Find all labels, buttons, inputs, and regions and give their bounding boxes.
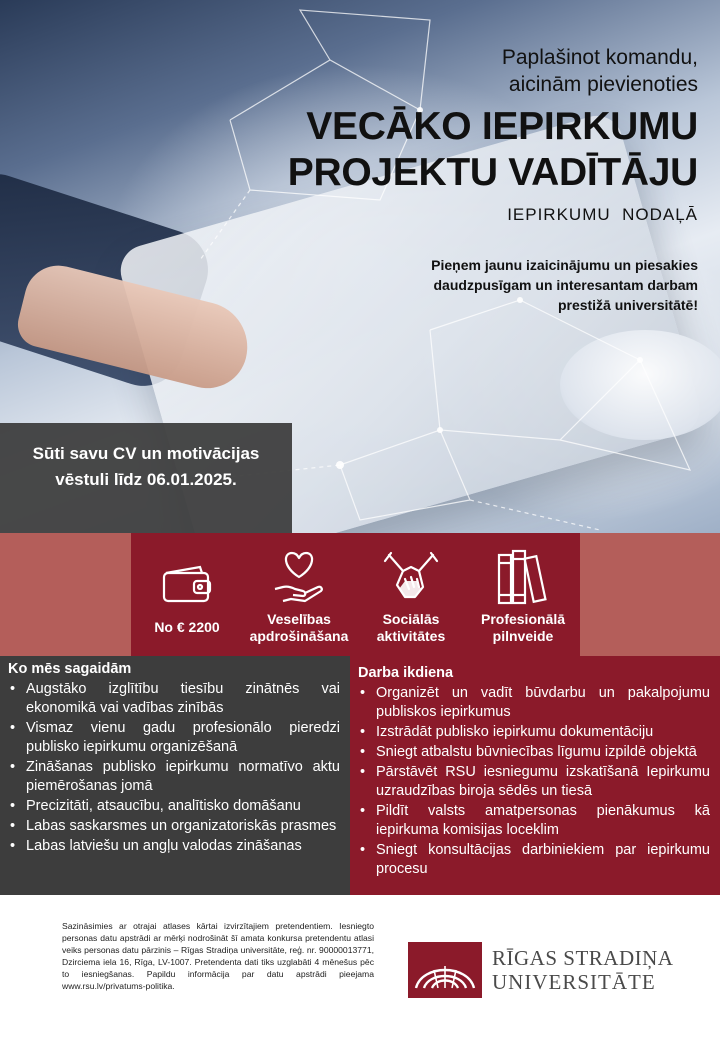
benefit-salary-line-1: No € 2200 xyxy=(154,619,220,635)
list-item: • Labas latviešu un angļu valodas zināšanas xyxy=(8,837,340,856)
list-item: • Pārstāvēt RSU iesniegumu izskatīšanā Iepirkumu uzraudzības biroja sēdēs un tiesā xyxy=(358,763,710,801)
expectations-heading: Ko mēs sagaidām xyxy=(8,661,132,677)
benefit-social xyxy=(355,533,467,656)
list-item: • Izstrādāt publisko iepirkumu dokumentāciju xyxy=(358,723,710,742)
list-item: • Augstāko izglītību tiesību zinātnēs vai ekonomikā vai vadības zinībās xyxy=(8,680,340,718)
job-title-line-1: VECĀKO IEPIRKUMU xyxy=(306,105,698,148)
benefit-training-line-2: pilnveide xyxy=(492,628,554,644)
band-side-left xyxy=(0,533,131,656)
job-title xyxy=(288,104,698,196)
wallet-icon xyxy=(160,541,214,605)
cv-deadline-box xyxy=(0,423,292,533)
handshake-icon xyxy=(381,541,441,607)
intro-line-1: Paplašinot komandu, xyxy=(501,46,698,69)
rsu-logo-line-1: RĪGAS STRADIŅA xyxy=(492,946,674,970)
intro-line-2: aicinām pievienoties xyxy=(508,73,698,96)
benefit-training xyxy=(467,533,579,656)
list-item: • Pildīt valsts amatpersonas pienākumus kā iepirkuma komisijas loceklim xyxy=(358,802,710,840)
duties-list xyxy=(358,684,710,879)
rsu-logo-line-2: UNIVERSITĀTE xyxy=(492,970,656,994)
list-item: • Vismaz vienu gadu profesionālo pieredzi publisko iepirkumu organizēšanā xyxy=(8,719,340,757)
heart-hand-icon xyxy=(273,541,325,607)
benefit-salary xyxy=(131,533,243,656)
benefit-health xyxy=(243,533,355,656)
rsu-emblem-icon xyxy=(408,942,482,998)
duties-heading: Darba ikdiena xyxy=(358,665,454,681)
benefit-social-line-1: Sociālās xyxy=(382,611,440,627)
benefit-health-line-1: Veselības xyxy=(267,611,331,627)
cv-deadline-line-1: Sūti savu CV un motivācijas xyxy=(32,444,260,463)
list-item: • Sniegt atbalstu būvniecības līgumu izpildē objektā xyxy=(358,743,710,762)
expectations-list xyxy=(8,680,340,856)
benefit-social-label xyxy=(377,611,445,645)
rsu-logo-text xyxy=(492,946,673,994)
benefit-health-line-2: apdrošināšana xyxy=(249,628,349,644)
band-side-right xyxy=(580,533,720,656)
list-item: • Organizēt un vadīt būvdarbu un pakalpojumu publiskos iepirkumus xyxy=(358,684,710,722)
intro-text xyxy=(502,44,698,98)
benefit-training-label xyxy=(481,611,565,645)
department: IEPIRKUMU NODAĻĀ xyxy=(507,205,698,224)
list-item: • Precizitāti, atsaucību, analītisko domāšanu xyxy=(8,797,340,816)
expectations-section xyxy=(0,656,350,895)
pitch-line-1: Pieņem jaunu izaicinājumu un piesakies xyxy=(431,257,698,273)
cv-deadline-line-2: vēstuli līdz 06.01.2025. xyxy=(55,470,237,489)
benefit-training-line-1: Profesionālā xyxy=(480,611,566,627)
pitch-line-3: prestižā universitātē! xyxy=(557,297,698,313)
pitch-text xyxy=(358,255,698,315)
duties-section xyxy=(350,656,720,895)
rsu-logo xyxy=(408,942,673,998)
list-item: • Zināšanas publisko iepirkumu normatīvo aktu piemērošanas jomā xyxy=(8,758,340,796)
books-icon xyxy=(495,541,551,607)
list-item: • Labas saskarsmes un organizatoriskās prasmes xyxy=(8,817,340,836)
benefit-social-line-2: aktivitātes xyxy=(376,628,446,644)
privacy-notice: Sazināsimies ar otrajai atlases kārtai izvirzītajiem pretendentiem. Iesniegto personas datu apstrādi ar mērķi nodrošināt šī amata konkursa pretendentu atlasi veiks personas datu pārzinis – Rīgas Stradiņa universitāte, reģ. nr. 90000013771, Dzirciema iela 16, Rīga, LV-1007. Pretendenta dati tiks uzglabāti 4 mēnešus pēc to iesniegšanas. Papildu informācija par datu apstrādi pieejama www.rsu.lv/privatums-politika. xyxy=(62,921,374,991)
benefit-salary-label xyxy=(154,619,219,636)
benefit-health-label xyxy=(250,611,349,645)
list-item: • Sniegt konsultācijas darbiniekiem par iepirkumu procesu xyxy=(358,841,710,879)
job-title-line-2: PROJEKTU VADĪTĀJU xyxy=(287,151,698,194)
pitch-line-2: daudzpusīgam un interesantam darbam xyxy=(433,277,698,293)
benefits-band xyxy=(131,533,580,656)
